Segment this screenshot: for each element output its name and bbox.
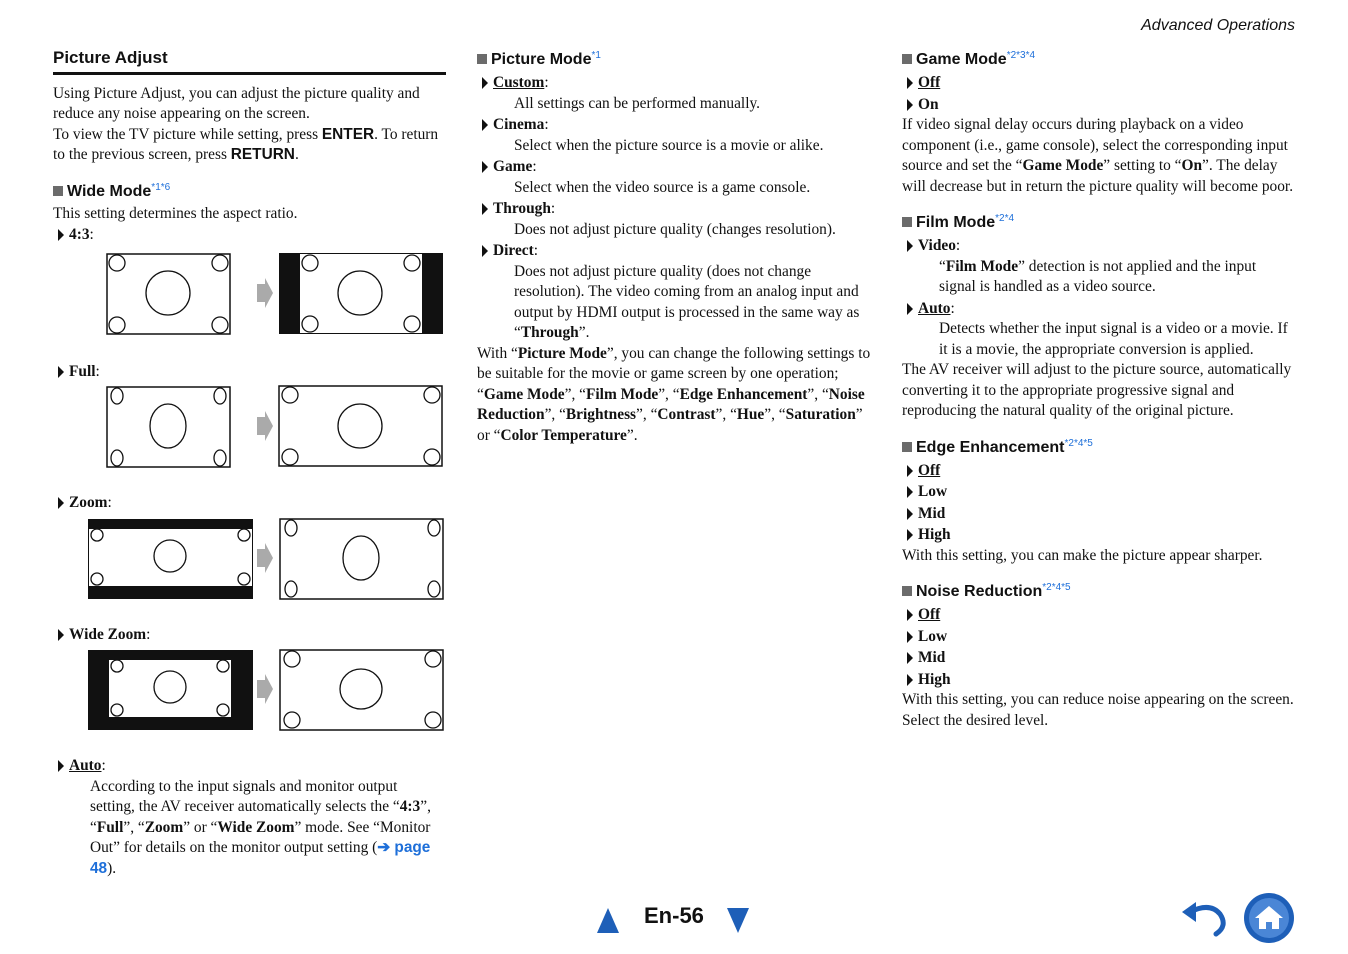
- section-header: Advanced Operations: [1141, 17, 1295, 34]
- triangle-bullet-icon: [907, 508, 913, 520]
- game-mode-off: Off: [918, 72, 1296, 94]
- triangle-bullet-icon: [482, 119, 488, 131]
- option-full: Full:: [69, 361, 446, 383]
- triangle-bullet-icon: [907, 303, 913, 315]
- back-icon[interactable]: [1180, 900, 1230, 940]
- edge-enhancement-heading: Edge Enhancement$^{*2*4*5}$: [902, 434, 1296, 458]
- footer-nav: [0, 900, 1348, 940]
- triangle-bullet-icon: [482, 203, 488, 215]
- noise-low: Low: [918, 626, 1296, 648]
- footnote-ref: *2*4*5: [1064, 437, 1093, 449]
- home-icon[interactable]: [1242, 891, 1296, 945]
- square-bullet-icon: [902, 217, 912, 227]
- custom-desc: All settings can be performed manually.: [514, 94, 761, 112]
- picture-mode-heading: Picture Mode$^{*1}$: [477, 46, 872, 70]
- diagram-wide-zoom: [55, 647, 446, 755]
- square-bullet-icon: [477, 54, 487, 64]
- diagram-4-3: [55, 249, 446, 361]
- triangle-bullet-icon: [907, 77, 913, 89]
- footnote-ref: *2*4: [995, 213, 1015, 224]
- film-mode-video-desc: “Film Mode” detection is not applied and the input signal is handled as a video source.: [939, 257, 1257, 295]
- triangle-bullet-icon: [907, 674, 913, 686]
- auto-desc: According to the input signals and monitor output setting, the AV receiver automatically selects the “4:3”, “Full”, “Zoom” or “Wide Zoom” mode. See “Monitor Out” for details on the monitor output setting (➔ page 48).: [90, 777, 431, 877]
- option-game: Game:: [493, 156, 872, 178]
- page-title: Picture Adjust: [53, 46, 446, 75]
- triangle-bullet-icon: [482, 245, 488, 257]
- through-desc: Does not adjust picture quality (changes resolution).: [514, 220, 836, 238]
- column-picture-mode: [477, 46, 872, 446]
- square-bullet-icon: [902, 586, 912, 596]
- triangle-bullet-icon: [907, 609, 913, 621]
- triangle-bullet-icon: [907, 529, 913, 541]
- wide-mode-desc: This setting determines the aspect ratio.: [53, 204, 298, 222]
- page-number: En-56: [644, 903, 704, 928]
- option-direct: Direct:: [493, 240, 872, 262]
- option-auto: Auto:: [69, 755, 446, 777]
- film-mode-auto-desc: Detects whether the input signal is a video or a movie. If it is a movie, the appropriate conversion is applied.: [939, 320, 1288, 358]
- game-mode-on: On: [918, 94, 1296, 116]
- footnote-ref: *1*6: [151, 181, 171, 193]
- noise-mid: Mid: [918, 647, 1296, 669]
- film-mode-auto: Auto:: [918, 298, 1296, 320]
- triangle-bullet-icon: [907, 465, 913, 477]
- option-wide-zoom: Wide Zoom:: [69, 624, 446, 646]
- triangle-bullet-icon: [907, 240, 913, 252]
- noise-desc: With this setting, you can reduce noise appearing on the screen. Select the desired level.: [902, 691, 1294, 729]
- option-cinema: Cinema:: [493, 114, 872, 136]
- direct-desc: Does not adjust picture quality (does not change resolution). The video coming from an analog input and output by HDMI output is processed in the same way as “Through”.: [514, 262, 860, 341]
- triangle-bullet-icon: [58, 497, 64, 509]
- triangle-bullet-icon: [482, 77, 488, 89]
- triangle-bullet-icon: [58, 629, 64, 641]
- game-desc: Select when the video source is a game console.: [514, 178, 811, 196]
- next-page-icon[interactable]: [727, 908, 749, 933]
- page-48-link[interactable]: ➔ page 48: [90, 839, 431, 877]
- square-bullet-icon: [902, 442, 912, 452]
- triangle-bullet-icon: [58, 229, 64, 241]
- triangle-bullet-icon: [482, 161, 488, 173]
- intro-instructions: To view the TV picture while setting, press ENTER. To return to the previous screen, press RETURN.: [53, 125, 439, 163]
- diagram-full: [55, 384, 446, 492]
- intro-paragraph: Using Picture Adjust, you can adjust the picture quality and reduce any noise appearing on the screen.: [53, 84, 420, 122]
- square-bullet-icon: [53, 186, 63, 196]
- footnote-ref: *1: [591, 50, 601, 61]
- edge-low: Low: [918, 481, 1296, 503]
- triangle-bullet-icon: [907, 486, 913, 498]
- cinema-desc: Select when the picture source is a movie or alike.: [514, 136, 824, 154]
- square-bullet-icon: [902, 54, 912, 64]
- noise-off: Off: [918, 604, 1296, 626]
- wide-mode-heading: Wide Mode$^{*1*6}$: [53, 178, 446, 202]
- triangle-bullet-icon: [58, 366, 64, 378]
- film-mode-desc: The AV receiver will adjust to the picture source, automatically converting it to the appropriate progressive signal and reproducing the natural quality of the original picture.: [902, 361, 1292, 419]
- option-4-3: 4:3:: [69, 224, 446, 246]
- diagram-zoom: [55, 516, 446, 624]
- enter-key: ENTER: [321, 125, 375, 143]
- column-advanced-options: [902, 46, 1296, 731]
- game-mode-heading: Game Mode$^{*2*3*4}$: [902, 46, 1296, 70]
- triangle-bullet-icon: [907, 652, 913, 664]
- option-custom: Custom:: [493, 72, 872, 94]
- edge-off: Off: [918, 460, 1296, 482]
- previous-page-icon[interactable]: [597, 908, 619, 933]
- triangle-bullet-icon: [58, 760, 64, 772]
- option-through: Through:: [493, 198, 872, 220]
- film-mode-heading: Film Mode$^{*2*4}$: [902, 209, 1296, 233]
- return-key: RETURN: [230, 146, 295, 163]
- noise-reduction-heading: Noise Reduction$^{*2*4*5}$: [902, 578, 1296, 602]
- game-mode-desc: If video signal delay occurs during playback on a video component (i.e., game console), select the corresponding input source and set the “Game Mode” setting to “On”. The delay will decrease but in return the picture quality will become poor.: [902, 116, 1294, 195]
- triangle-bullet-icon: [907, 99, 913, 111]
- picture-mode-summary: With “Picture Mode”, you can change the following settings to be suitable for the movie or game screen by one operation; “Game Mode”, “Film Mode”, “Edge Enhancement”, “Noise Reduction”, “Brightness”, “Contrast”, “Hue”, “Saturation” or “Color Temperature”.: [477, 344, 871, 444]
- edge-high: High: [918, 524, 1296, 546]
- option-zoom: Zoom:: [69, 492, 446, 514]
- triangle-bullet-icon: [907, 631, 913, 643]
- film-mode-video: Video:: [918, 235, 1296, 257]
- footnote-ref: *2*4*5: [1042, 582, 1071, 593]
- edge-desc: With this setting, you can make the picture appear sharper.: [902, 546, 1263, 564]
- noise-high: High: [918, 669, 1296, 691]
- footnote-ref: *2*3*4: [1006, 50, 1036, 61]
- edge-mid: Mid: [918, 503, 1296, 525]
- column-picture-adjust: [53, 46, 446, 879]
